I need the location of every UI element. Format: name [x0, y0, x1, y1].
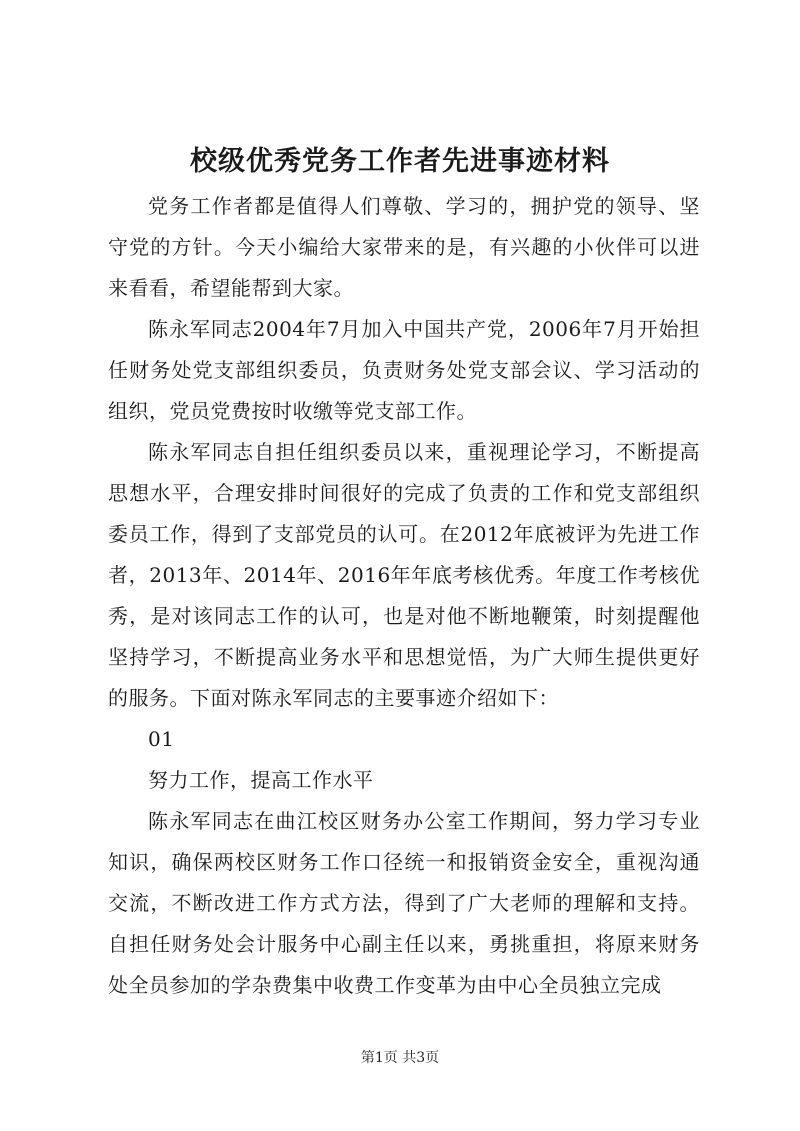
page-footer: 第1页 共3页	[360, 1050, 440, 1066]
paragraph-achievements: 陈永军同志自担任组织委员以来，重视理论学习，不断提高思想水平，合理安排时间很好的完成了负责的工作和党支部组织委员工作，得到了支部党员的认可。在2012年底被评为先进工作者，2013年、2014年、2016年年底考核优秀。年度工作考核优秀，是对该同志工作的认可，也是对他不断地鞭策，时刻提醒他坚持学习，不断提高业务水平和思想觉悟，为广大师生提供更好的服务。下面对陈永军同志的主要事迹介绍如下：	[108, 440, 700, 710]
paragraph-background: 陈永军同志2004年7月加入中国共产党，2006年7月开始担任财务处党支部组织委员，负责财务处党支部会议、学习活动的组织，党员党费按时收缴等党支部工作。	[108, 317, 700, 423]
document-title: 校级优秀党务工作者先进事迹材料	[190, 146, 610, 177]
paragraph-section-body: 陈永军同志在曲江校区财务办公室工作期间，努力学习专业知识，确保两校区财务工作口径统一和报销资金安全，重视沟通交流，不断改进工作方式方法，得到了广大老师的理解和支持。自担任财务处会计服务中心副主任以来，勇挑重担，将原来财务处全员参加的学杂费集中收费工作变革为由中心全员独立完成	[108, 809, 700, 997]
section-heading: 努力工作，提高工作水平	[148, 768, 374, 792]
section-number: 01	[148, 727, 175, 751]
paragraph-intro: 党务工作者都是值得人们尊敬、学习的，拥护党的领导、坚守党的方针。今天小编给大家带来的是，有兴趣的小伙伴可以进来看看，希望能帮到大家。	[108, 194, 700, 300]
document-body	[108, 186, 700, 1006]
